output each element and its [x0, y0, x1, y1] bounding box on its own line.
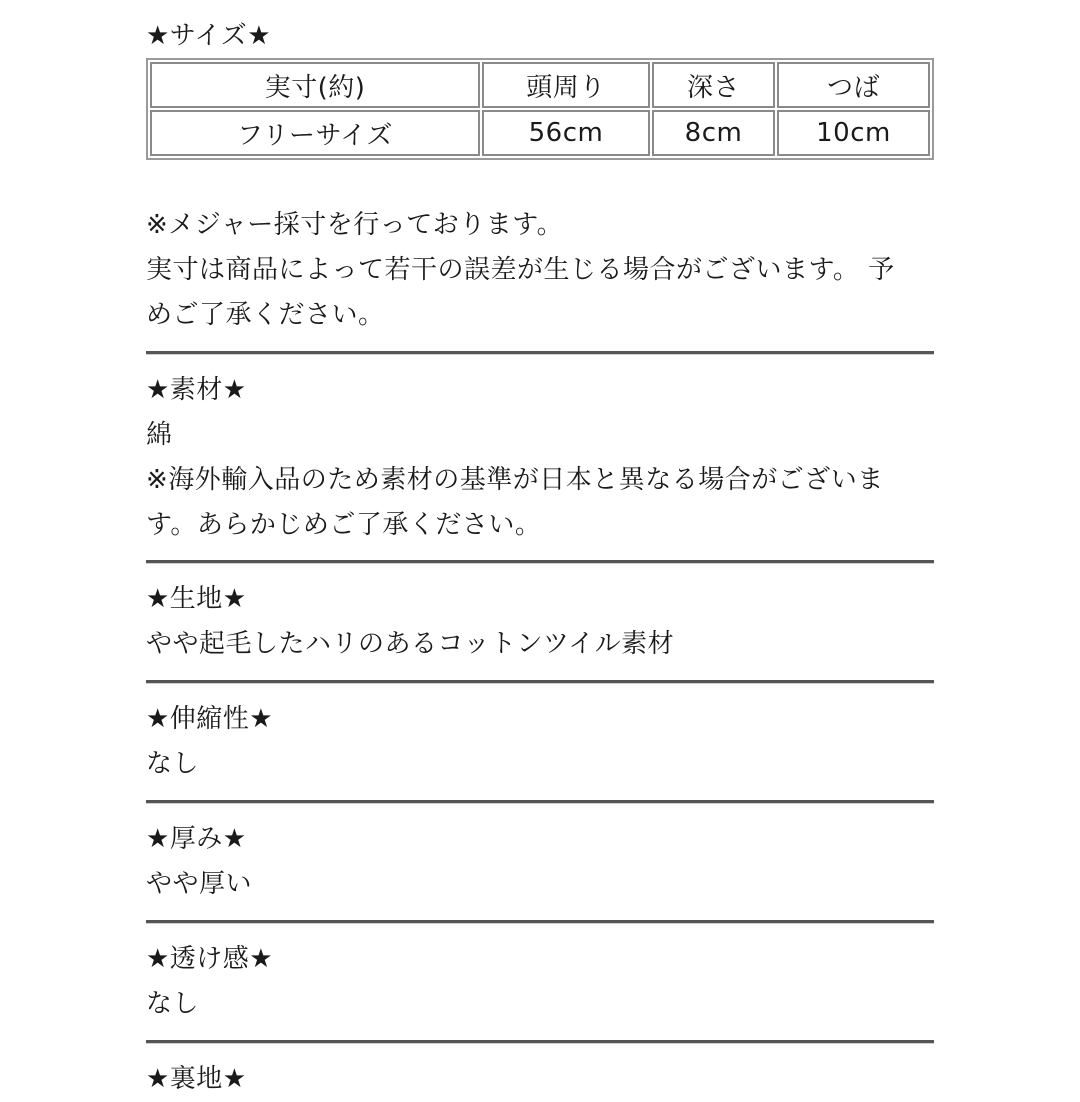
- size-note-line: 実寸は商品によって若干の誤差が生じる場合がございます。 予: [146, 255, 895, 285]
- size-header-cell: つば: [777, 62, 930, 108]
- section-divider: [146, 351, 934, 354]
- thickness-section: [146, 817, 934, 907]
- fabric-line: やや起毛したハリのあるコットンツイル素材: [146, 629, 675, 659]
- size-value-cell: フリーサイズ: [150, 110, 480, 156]
- transparency-line: なし: [146, 989, 200, 1019]
- fabric-heading: ★生地★: [146, 584, 247, 614]
- material-line: 綿: [146, 420, 173, 450]
- size-note-line: めご了承ください。: [146, 300, 385, 330]
- size-note-line: ※メジャー採寸を行っております。: [146, 210, 564, 240]
- material-heading: ★素材★: [146, 375, 247, 405]
- size-table-row: [150, 110, 930, 156]
- size-table-header-row: [150, 62, 930, 108]
- lining-heading: ★裏地★: [146, 1064, 247, 1094]
- section-divider: [146, 920, 934, 923]
- material-line: ※海外輸入品のため素材の基準が日本と異なる場合がございま: [146, 465, 884, 495]
- stretch-line: なし: [146, 749, 200, 779]
- section-divider: [146, 800, 934, 803]
- transparency-heading: ★透け感★: [146, 944, 274, 974]
- fabric-section: [146, 577, 934, 667]
- material-line: す。あらかじめご了承ください。: [146, 510, 542, 540]
- transparency-section: [146, 937, 934, 1027]
- section-divider: [146, 1040, 934, 1043]
- material-section: [146, 368, 934, 548]
- size-notes: [146, 203, 934, 338]
- stretch-heading: ★伸縮性★: [146, 704, 274, 734]
- size-header-cell: 頭周り: [482, 62, 650, 108]
- size-heading: ★サイズ★: [146, 21, 272, 51]
- size-table: [146, 58, 934, 160]
- size-value-cell: 56cm: [482, 110, 650, 156]
- thickness-line: やや厚い: [146, 869, 253, 899]
- size-value-cell: 8cm: [652, 110, 775, 156]
- size-header-cell: 深さ: [652, 62, 775, 108]
- section-divider: [146, 560, 934, 563]
- stretch-section: [146, 697, 934, 787]
- section-divider: [146, 680, 934, 683]
- thickness-heading: ★厚み★: [146, 824, 247, 854]
- size-value-cell: 10cm: [777, 110, 930, 156]
- size-header-cell: 実寸(約): [150, 62, 480, 108]
